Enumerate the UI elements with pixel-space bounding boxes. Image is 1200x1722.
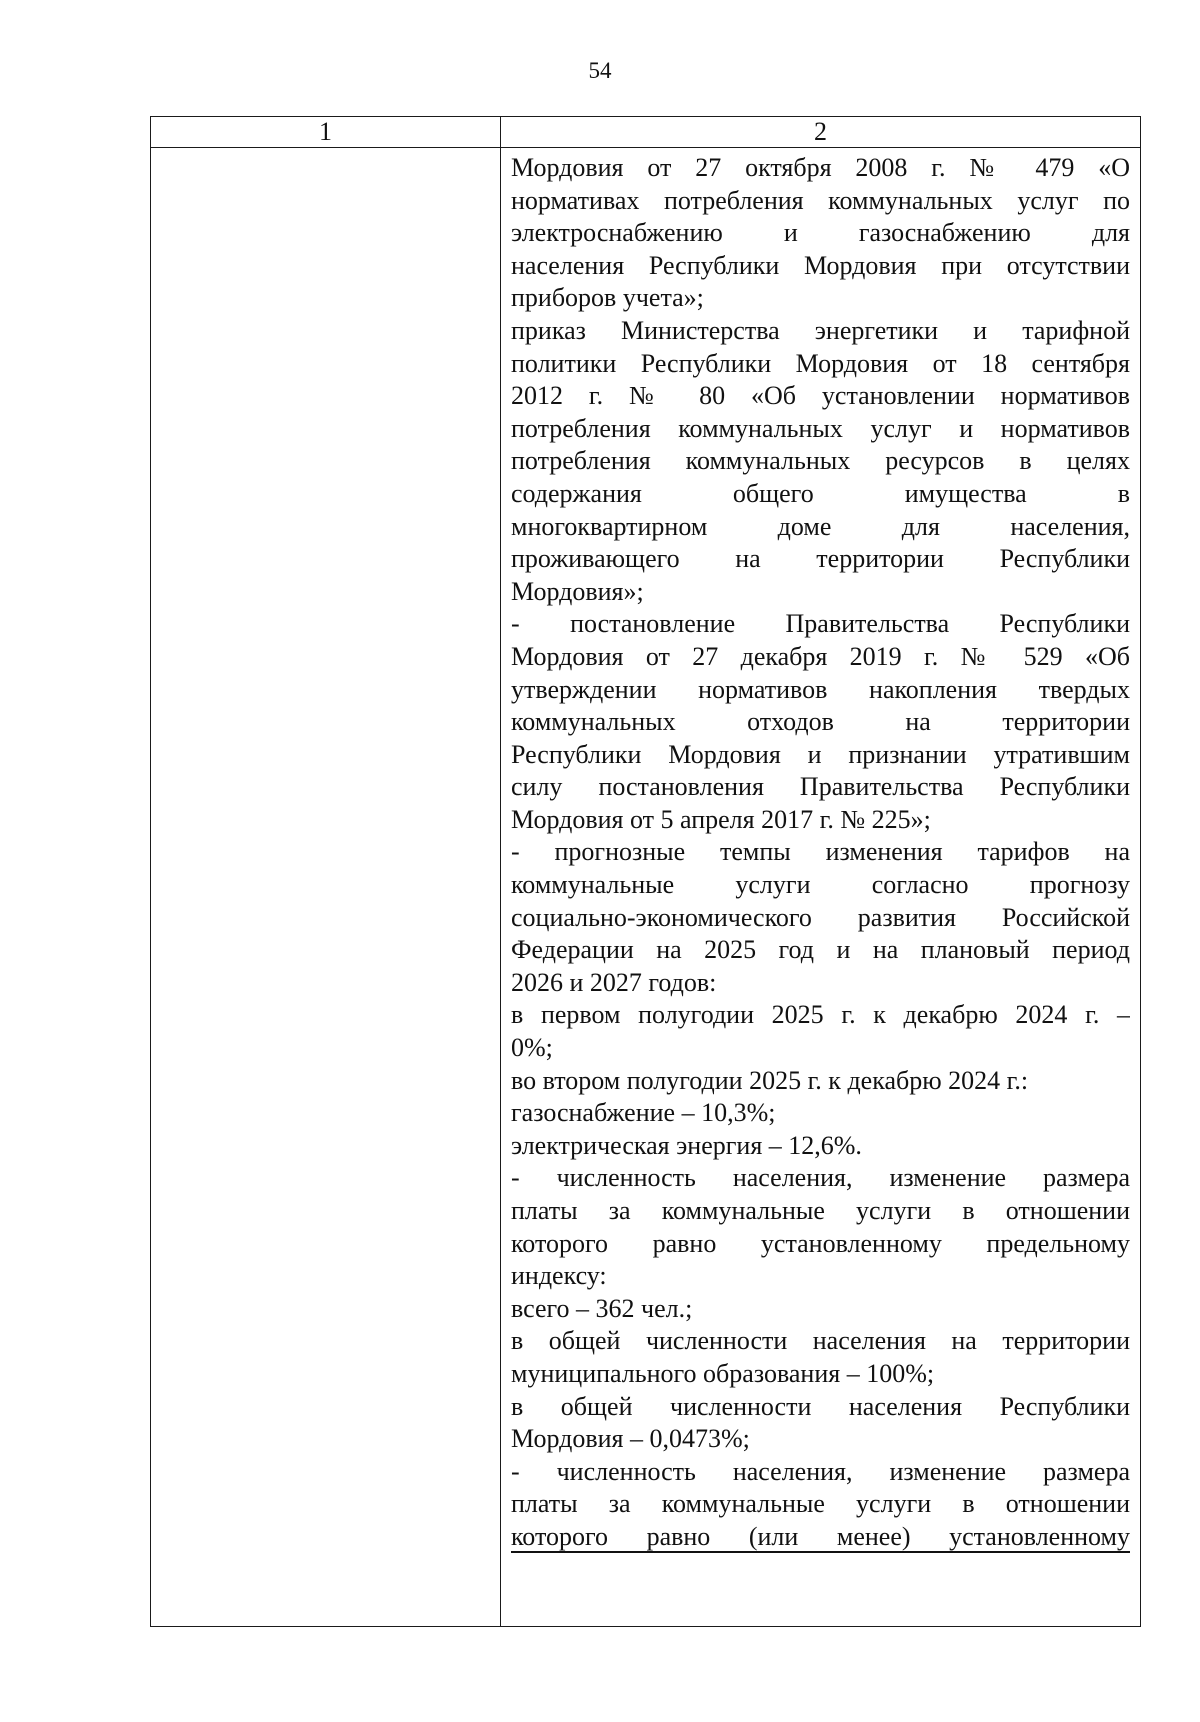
text-line: Республики Мордовия и признании утратившим (511, 739, 1130, 769)
text-line: 2026 и 2027 годов: (511, 967, 717, 997)
column-2-header: 2 (501, 117, 1141, 148)
table-row (151, 148, 1141, 1627)
text-line: электроснабжению и газоснабжению для (511, 218, 1130, 248)
text-line: потребления коммунальных услуг и нормативов (511, 413, 1130, 443)
text-line: Мордовия от 27 октября 2008 г. № 479 «О (511, 153, 1130, 182)
text-line: Мордовия – 0,0473%; (511, 1424, 750, 1454)
text-line: Мордовия»; (511, 576, 644, 606)
text-line: которого равно (или менее) установленному (511, 1521, 1130, 1551)
text-line: электрическая энергия – 12,6%. (511, 1130, 862, 1160)
text-line: потребления коммунальных ресурсов в целях (511, 446, 1130, 476)
text-line: Мордовия от 27 декабря 2019 г. № 529 «Об (511, 641, 1130, 671)
column-1-cell (151, 148, 501, 1627)
text-line: газоснабжение – 10,3%; (511, 1098, 776, 1128)
text-line: - численность населения, изменение размера (511, 1163, 1130, 1193)
text-line: 2012 г. № 80 «Об установлении нормативов (511, 381, 1130, 411)
text-line: в первом полугодии 2025 г. к декабрю 2024 г. – (511, 1000, 1130, 1030)
text-line: платы за коммунальные услуги в отношении (511, 1196, 1130, 1225)
text-line: населения Республики Мордовия при отсутствии (511, 250, 1130, 280)
text-line: в общей численности населения на территории (511, 1326, 1130, 1356)
text-line: силу постановления Правительства Республики (511, 772, 1130, 802)
text-line: платы за коммунальные услуги в отношении (511, 1489, 1130, 1519)
text-line: приказ Министерства энергетики и тарифной (511, 315, 1130, 345)
text-line: Федерации на 2025 год и на плановый период (511, 935, 1130, 965)
text-line: приборов учета»; (511, 283, 704, 313)
text-line: во втором полугодии 2025 г. к декабрю 2024 г.: (511, 1065, 1029, 1095)
text-line: - постановление Правительства Республики (511, 609, 1130, 639)
text-line: муниципального образования – 100%; (511, 1358, 935, 1388)
column-2-cell (501, 148, 1141, 1627)
text-line: коммунальные услуги согласно прогнозу (511, 870, 1130, 900)
table-header-row (151, 117, 1141, 148)
text-line: - численность населения, изменение размера (511, 1456, 1130, 1486)
text-line: политики Республики Мордовия от 18 сентября (511, 348, 1130, 378)
text-line: утверждении нормативов накопления твердых (511, 674, 1130, 704)
text-line: многоквартирном доме для населения, (511, 511, 1130, 541)
column-1-header: 1 (151, 117, 501, 148)
text-line: в общей численности населения Республики (511, 1391, 1130, 1421)
text-line: 0%; (511, 1033, 553, 1063)
text-line: индексу: (511, 1261, 607, 1291)
column-2-text (501, 148, 1140, 1554)
text-line: нормативах потребления коммунальных услуг по (511, 185, 1130, 215)
page-number: 54 (588, 58, 612, 83)
text-line: проживающего на территории Республики (511, 544, 1130, 574)
text-line: всего – 362 чел.; (511, 1293, 693, 1323)
text-line: коммунальных отходов на территории (511, 707, 1130, 737)
text-line: которого равно установленному предельному (511, 1228, 1130, 1258)
text-line: социально-экономического развития Российской (511, 902, 1130, 932)
document-table (150, 116, 1141, 1627)
text-line: - прогнозные темпы изменения тарифов на (511, 837, 1130, 867)
text-line: Мордовия от 5 апреля 2017 г. № 225»; (511, 804, 931, 834)
text-line: содержания общего имущества в (511, 478, 1130, 508)
